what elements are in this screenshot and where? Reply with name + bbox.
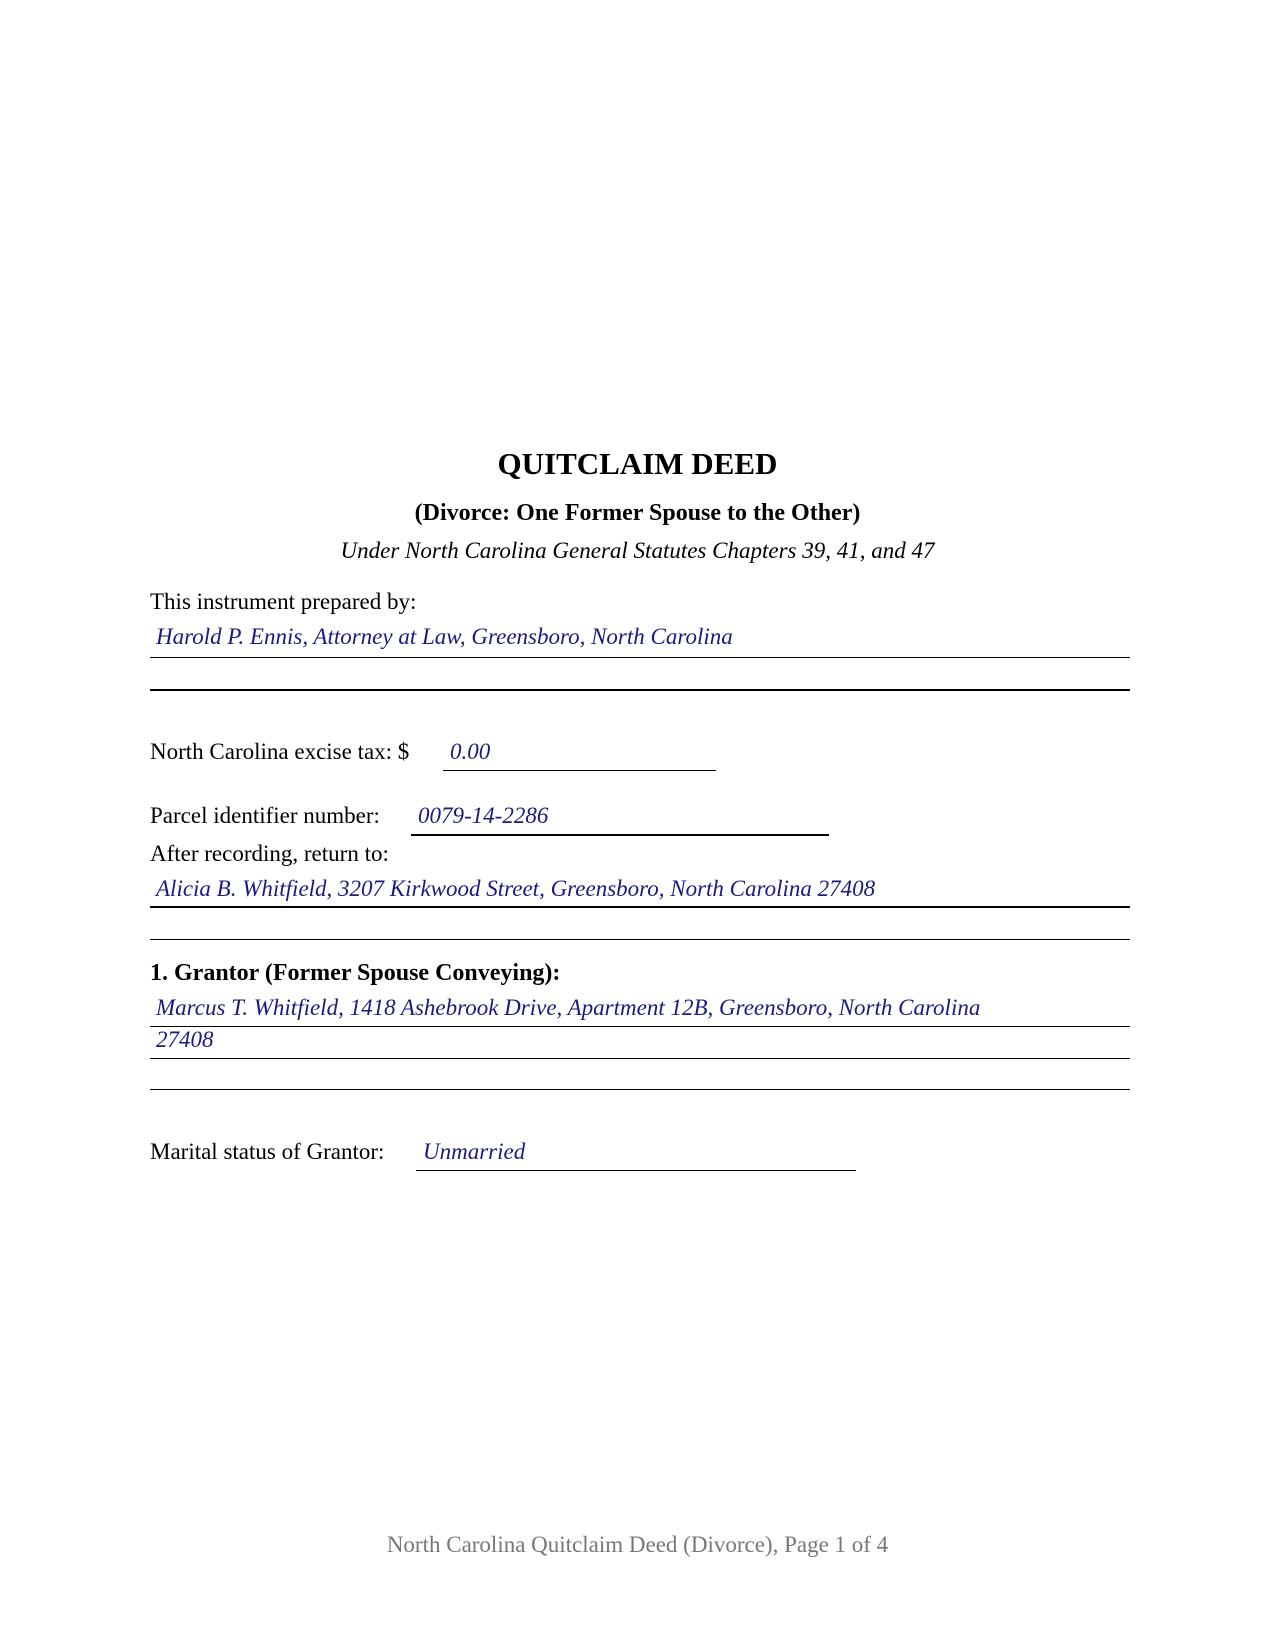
prepared-by-underline	[150, 657, 1130, 658]
return-to-extra-line	[150, 939, 1130, 940]
marital-status-underline	[416, 1170, 856, 1171]
return-to-underline	[150, 906, 1130, 908]
prepared-by-label: This instrument prepared by:	[150, 589, 417, 614]
statute-reference: Under North Carolina General Statutes Chapters 39, 41, and 47	[340, 538, 935, 563]
return-to-value[interactable]: Alicia B. Whitfield, 3207 Kirkwood Street, Greensboro, North Carolina 27408	[156, 876, 876, 901]
grantor-underline-2	[150, 1058, 1130, 1059]
grantor-underline-3	[150, 1089, 1130, 1090]
marital-status-value[interactable]: Unmarried	[423, 1139, 526, 1164]
prepared-by-value[interactable]: Harold P. Ennis, Attorney at Law, Greensboro, North Carolina	[156, 624, 733, 649]
document-title: QUITCLAIM DEED	[497, 446, 778, 481]
grantor-value-line2[interactable]: 27408	[156, 1027, 214, 1052]
excise-tax-label: North Carolina excise tax: $	[150, 739, 410, 764]
page-footer: North Carolina Quitclaim Deed (Divorce), Page 1 of 4	[386, 1532, 889, 1557]
document-subtitle: (Divorce: One Former Spouse to the Other)	[414, 500, 861, 526]
return-to-label: After recording, return to:	[150, 841, 389, 866]
parcel-id-underline	[411, 834, 829, 836]
parcel-id-label: Parcel identifier number:	[150, 803, 380, 828]
marital-status-label: Marital status of Grantor:	[150, 1139, 385, 1164]
excise-tax-underline	[443, 770, 716, 771]
excise-tax-value[interactable]: 0.00	[450, 739, 491, 764]
grantor-heading: 1. Grantor (Former Spouse Conveying):	[150, 960, 561, 986]
grantor-underline-1	[150, 1026, 1130, 1027]
parcel-id-value[interactable]: 0079-14-2286	[418, 803, 549, 828]
grantor-value-line1[interactable]: Marcus T. Whitfield, 1418 Ashebrook Drive, Apartment 12B, Greensboro, North Carolina	[156, 995, 981, 1020]
section-divider	[150, 689, 1130, 691]
